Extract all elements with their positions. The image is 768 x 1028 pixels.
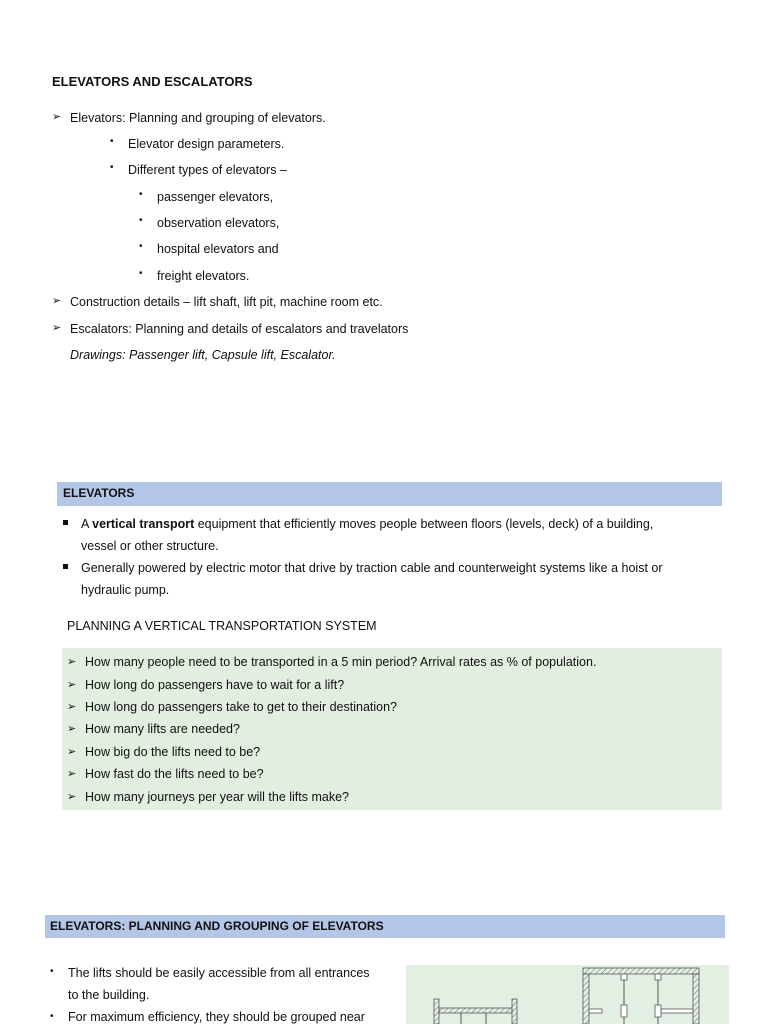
arrow-bullet-icon: ➢ [67, 701, 77, 713]
planning-question: How big do the lifts need to be? [85, 745, 261, 759]
syllabus-item: Construction details – lift shaft, lift pit, machine room etc. [70, 295, 383, 309]
bullet-icon: • [139, 215, 143, 226]
arrow-bullet-icon: ➢ [67, 768, 77, 780]
drawings-note: Drawings: Passenger lift, Capsule lift, Escalator. [70, 348, 336, 362]
arrow-bullet-icon: ➢ [52, 322, 62, 334]
subsection-heading: PLANNING A VERTICAL TRANSPORTATION SYSTEM [67, 619, 377, 633]
lift-plan-figure [406, 965, 729, 1024]
definition-bold-term: vertical transport [92, 517, 195, 531]
section-heading: ELEVATORS: PLANNING AND GROUPING OF ELEVATORS [50, 919, 384, 933]
bullet-icon: • [50, 1011, 54, 1022]
syllabus-item: Elevators: Planning and grouping of elevators. [70, 111, 326, 125]
elevator-type-item: passenger elevators, [157, 190, 274, 204]
bullet-icon: • [110, 136, 114, 147]
power-line-1: Generally powered by electric motor that drive by traction cable and counterweight systems like a hoist or [81, 561, 663, 575]
section-heading: ELEVATORS [63, 486, 135, 500]
grouping-bullet-line: to the building. [68, 988, 150, 1002]
arrow-bullet-icon: ➢ [52, 295, 62, 307]
planning-question: How fast do the lifts need to be? [85, 767, 264, 781]
syllabus-subitem: Elevator design parameters. [128, 137, 285, 151]
power-line-2: hydraulic pump. [81, 583, 170, 597]
planning-question: How long do passengers take to get to their destination? [85, 700, 398, 714]
definition-line-1 [81, 513, 653, 535]
bullet-icon: • [139, 268, 143, 279]
square-bullet-icon [63, 520, 68, 525]
planning-question: How many people need to be transported in a 5 min period? Arrival rates as % of population. [85, 655, 597, 669]
planning-question: How many lifts are needed? [85, 722, 240, 736]
square-bullet-icon [63, 564, 68, 569]
grouping-bullet-line: For maximum efficiency, they should be grouped near [68, 1010, 365, 1024]
elevator-type-item: observation elevators, [157, 216, 280, 230]
section-heading-band [57, 482, 722, 506]
arrow-bullet-icon: ➢ [52, 111, 62, 123]
arrow-bullet-icon: ➢ [67, 723, 77, 735]
arrow-bullet-icon: ➢ [67, 746, 77, 758]
bullet-icon: • [110, 162, 114, 173]
bullet-icon: • [139, 241, 143, 252]
syllabus-item: Escalators: Planning and details of escalators and travelators [70, 322, 409, 336]
planning-question: How long do passengers have to wait for a lift? [85, 678, 345, 692]
arrow-bullet-icon: ➢ [67, 656, 77, 668]
arrow-bullet-icon: ➢ [67, 791, 77, 803]
arrow-bullet-icon: ➢ [67, 679, 77, 691]
definition-line-2: vessel or other structure. [81, 539, 219, 553]
definition-prefix: A [81, 517, 93, 531]
definition-text: equipment that efficiently moves people between floors (levels, deck) of a building, [194, 517, 654, 531]
elevator-type-item: hospital elevators and [157, 242, 279, 256]
bullet-icon: • [139, 189, 143, 200]
elevator-type-item: freight elevators. [157, 269, 250, 283]
grouping-bullet-line: The lifts should be easily accessible from all entrances [68, 966, 370, 980]
syllabus-subitem: Different types of elevators – [128, 163, 287, 177]
bullet-icon: • [50, 966, 54, 977]
lift-plan-drawing [406, 965, 729, 1024]
planning-question: How many journeys per year will the lifts make? [85, 790, 349, 804]
page-title: ELEVATORS AND ESCALATORS [52, 74, 253, 89]
